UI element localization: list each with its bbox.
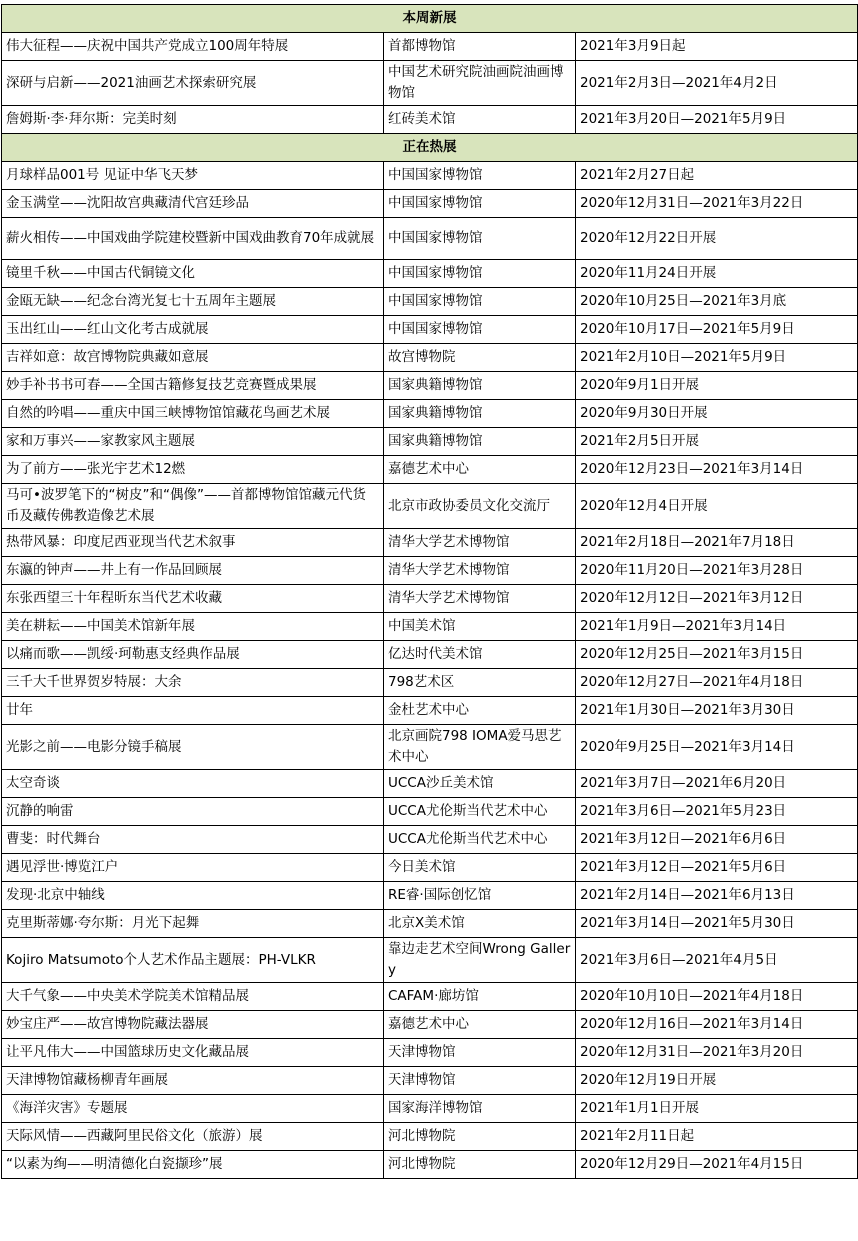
exhibition-dates: 2021年2月18日—2021年7月18日 [576, 529, 858, 557]
exhibition-name: 太空奇谈 [2, 770, 384, 798]
exhibition-dates: 2021年3月7日—2021年6月20日 [576, 770, 858, 798]
table-row [2, 770, 858, 798]
venue-name: 今日美术馆 [384, 854, 576, 882]
exhibition-name: “以素为绚——明清德化白瓷撷珍”展 [2, 1151, 384, 1179]
exhibition-dates: 2021年2月11日起 [576, 1123, 858, 1151]
table-row [2, 557, 858, 585]
table-row [2, 484, 858, 529]
exhibition-name: 金玉满堂——沈阳故宫典藏清代宫廷珍品 [2, 190, 384, 218]
table-row [2, 725, 858, 770]
venue-name: 国家典籍博物馆 [384, 400, 576, 428]
section-header-row [2, 134, 858, 162]
venue-name: 国家典籍博物馆 [384, 428, 576, 456]
venue-name: 靠边走艺术空间Wrong Gallery [384, 938, 576, 983]
table-row [2, 910, 858, 938]
exhibition-name: 镜里千秋——中国古代铜镜文化 [2, 260, 384, 288]
exhibition-name: 让平凡伟大——中国篮球历史文化藏品展 [2, 1039, 384, 1067]
exhibition-name: 伟大征程——庆祝中国共产党成立100周年特展 [2, 33, 384, 61]
exhibition-dates: 2021年2月10日—2021年5月9日 [576, 344, 858, 372]
venue-name: 首都博物馆 [384, 33, 576, 61]
exhibition-dates: 2020年12月23日—2021年3月14日 [576, 456, 858, 484]
exhibition-dates: 2021年3月20日—2021年5月9日 [576, 106, 858, 134]
exhibition-name: 曹斐：时代舞台 [2, 826, 384, 854]
exhibition-name: 詹姆斯·李·拜尔斯：完美时刻 [2, 106, 384, 134]
venue-name: 清华大学艺术博物馆 [384, 585, 576, 613]
venue-name: 798艺术区 [384, 669, 576, 697]
venue-name: 故宫博物院 [384, 344, 576, 372]
exhibition-name: 《海洋灾害》专题展 [2, 1095, 384, 1123]
exhibition-name: 妙宝庄严——故宫博物院藏法器展 [2, 1011, 384, 1039]
exhibition-dates: 2021年2月3日—2021年4月2日 [576, 61, 858, 106]
table-row [2, 400, 858, 428]
exhibition-dates: 2021年1月9日—2021年3月14日 [576, 613, 858, 641]
venue-name: UCCA尤伦斯当代艺术中心 [384, 798, 576, 826]
table-row [2, 585, 858, 613]
exhibition-name: 廿年 [2, 697, 384, 725]
venue-name: 嘉德艺术中心 [384, 1011, 576, 1039]
table-row [2, 162, 858, 190]
table-row [2, 826, 858, 854]
venue-name: 北京画院798 IOMA爱马思艺术中心 [384, 725, 576, 770]
exhibition-dates: 2020年9月1日开展 [576, 372, 858, 400]
exhibition-name: 沉静的响雷 [2, 798, 384, 826]
table-row [2, 456, 858, 484]
venue-name: 红砖美术馆 [384, 106, 576, 134]
venue-name: RE睿·国际创忆馆 [384, 882, 576, 910]
table-row [2, 316, 858, 344]
table-row [2, 260, 858, 288]
table-row [2, 983, 858, 1011]
exhibition-name: 自然的吟唱——重庆中国三峡博物馆馆藏花鸟画艺术展 [2, 400, 384, 428]
exhibition-dates: 2021年3月9日起 [576, 33, 858, 61]
venue-name: 河北博物院 [384, 1151, 576, 1179]
venue-name: 中国艺术研究院油画院油画博物馆 [384, 61, 576, 106]
table-row [2, 669, 858, 697]
exhibition-dates: 2020年10月25日—2021年3月底 [576, 288, 858, 316]
venue-name: 天津博物馆 [384, 1067, 576, 1095]
venue-name: 金杜艺术中心 [384, 697, 576, 725]
exhibition-name: 光影之前——电影分镜手稿展 [2, 725, 384, 770]
table-row [2, 529, 858, 557]
exhibition-dates: 2021年3月12日—2021年5月6日 [576, 854, 858, 882]
exhibition-dates: 2020年12月31日—2021年3月22日 [576, 190, 858, 218]
exhibition-name: 深研与启新——2021油画艺术探索研究展 [2, 61, 384, 106]
exhibition-dates: 2020年12月4日开展 [576, 484, 858, 529]
exhibition-name: 美在耕耘——中国美术馆新年展 [2, 613, 384, 641]
exhibition-name: 以痛而歌——凯绥·珂勒惠支经典作品展 [2, 641, 384, 669]
exhibition-name: 妙手补书书可春——全国古籍修复技艺竞赛暨成果展 [2, 372, 384, 400]
venue-name: 北京X美术馆 [384, 910, 576, 938]
venue-name: 国家典籍博物馆 [384, 372, 576, 400]
exhibition-dates: 2020年11月20日—2021年3月28日 [576, 557, 858, 585]
section-title: 正在热展 [2, 134, 858, 162]
table-row [2, 106, 858, 134]
table-row [2, 372, 858, 400]
exhibition-name: 吉祥如意：故宫博物院典藏如意展 [2, 344, 384, 372]
venue-name: 国家海洋博物馆 [384, 1095, 576, 1123]
exhibition-table [1, 4, 858, 1179]
venue-name: 中国美术馆 [384, 613, 576, 641]
exhibition-dates: 2020年12月29日—2021年4月15日 [576, 1151, 858, 1179]
venue-name: 中国国家博物馆 [384, 218, 576, 260]
venue-name: 清华大学艺术博物馆 [384, 557, 576, 585]
exhibition-dates: 2021年2月14日—2021年6月13日 [576, 882, 858, 910]
venue-name: 中国国家博物馆 [384, 316, 576, 344]
table-row [2, 613, 858, 641]
exhibition-name: 遇见浮世·博览江户 [2, 854, 384, 882]
venue-name: UCCA尤伦斯当代艺术中心 [384, 826, 576, 854]
table-row [2, 1151, 858, 1179]
venue-name: 中国国家博物馆 [384, 190, 576, 218]
venue-name: 嘉德艺术中心 [384, 456, 576, 484]
exhibition-name: 东张西望三十年程昕东当代艺术收藏 [2, 585, 384, 613]
table-row [2, 1067, 858, 1095]
exhibition-dates: 2020年9月25日—2021年3月14日 [576, 725, 858, 770]
exhibition-name: 热带风暴：印度尼西亚现当代艺术叙事 [2, 529, 384, 557]
exhibition-name: 东瀛的钟声——井上有一作品回顾展 [2, 557, 384, 585]
exhibition-name: 发现·北京中轴线 [2, 882, 384, 910]
exhibition-dates: 2021年1月30日—2021年3月30日 [576, 697, 858, 725]
exhibition-name: 大千气象——中央美术学院美术馆精品展 [2, 983, 384, 1011]
exhibition-dates: 2021年3月12日—2021年6月6日 [576, 826, 858, 854]
exhibition-dates: 2020年10月17日—2021年5月9日 [576, 316, 858, 344]
exhibition-dates: 2020年12月12日—2021年3月12日 [576, 585, 858, 613]
exhibition-name: 金瓯无缺——纪念台湾光复七十五周年主题展 [2, 288, 384, 316]
exhibition-name: 马可•波罗笔下的“树皮”和“偶像”——首都博物馆馆藏元代货币及藏传佛教造像艺术展 [2, 484, 384, 529]
exhibition-dates: 2021年2月5日开展 [576, 428, 858, 456]
table-row [2, 218, 858, 260]
exhibition-table-body [2, 5, 858, 1179]
exhibition-dates: 2020年12月31日—2021年3月20日 [576, 1039, 858, 1067]
table-row [2, 288, 858, 316]
table-row [2, 938, 858, 983]
table-row [2, 428, 858, 456]
exhibition-dates: 2020年12月16日—2021年3月14日 [576, 1011, 858, 1039]
exhibition-dates: 2020年12月19日开展 [576, 1067, 858, 1095]
exhibition-name: 玉出红山——红山文化考古成就展 [2, 316, 384, 344]
exhibition-dates: 2020年9月30日开展 [576, 400, 858, 428]
table-row [2, 1039, 858, 1067]
table-row [2, 190, 858, 218]
exhibition-name: 三千大千世界贺岁特展：大余 [2, 669, 384, 697]
venue-name: 亿达时代美术馆 [384, 641, 576, 669]
exhibition-dates: 2021年3月6日—2021年4月5日 [576, 938, 858, 983]
exhibition-name: Kojiro Matsumoto个人艺术作品主题展：PH-VLKR [2, 938, 384, 983]
exhibition-dates: 2021年3月6日—2021年5月23日 [576, 798, 858, 826]
exhibition-name: 克里斯蒂娜·夸尔斯：月光下起舞 [2, 910, 384, 938]
exhibition-name: 天津博物馆藏杨柳青年画展 [2, 1067, 384, 1095]
venue-name: 清华大学艺术博物馆 [384, 529, 576, 557]
exhibition-dates: 2021年3月14日—2021年5月30日 [576, 910, 858, 938]
table-row [2, 1095, 858, 1123]
exhibition-dates: 2020年10月10日—2021年4月18日 [576, 983, 858, 1011]
table-row [2, 641, 858, 669]
exhibition-name: 月球样品001号 见证中华飞天梦 [2, 162, 384, 190]
exhibition-dates: 2021年1月1日开展 [576, 1095, 858, 1123]
exhibition-name: 薪火相传——中国戏曲学院建校暨新中国戏曲教育70年成就展 [2, 218, 384, 260]
exhibition-name: 家和万事兴——家教家风主题展 [2, 428, 384, 456]
table-row [2, 33, 858, 61]
exhibition-dates: 2021年2月27日起 [576, 162, 858, 190]
exhibition-dates: 2020年11月24日开展 [576, 260, 858, 288]
exhibition-dates: 2020年12月27日—2021年4月18日 [576, 669, 858, 697]
exhibition-name: 为了前方——张光宇艺术12燃 [2, 456, 384, 484]
venue-name: 中国国家博物馆 [384, 260, 576, 288]
table-row [2, 854, 858, 882]
exhibition-name: 天际风情——西藏阿里民俗文化（旅游）展 [2, 1123, 384, 1151]
venue-name: 北京市政协委员文化交流厅 [384, 484, 576, 529]
venue-name: 中国国家博物馆 [384, 288, 576, 316]
venue-name: 河北博物院 [384, 1123, 576, 1151]
table-row [2, 1123, 858, 1151]
table-row [2, 1011, 858, 1039]
section-header-row [2, 5, 858, 33]
venue-name: 天津博物馆 [384, 1039, 576, 1067]
venue-name: CAFAM·廊坊馆 [384, 983, 576, 1011]
table-row [2, 798, 858, 826]
table-row [2, 697, 858, 725]
section-title: 本周新展 [2, 5, 858, 33]
exhibition-dates: 2020年12月22日开展 [576, 218, 858, 260]
exhibition-dates: 2020年12月25日—2021年3月15日 [576, 641, 858, 669]
table-row [2, 61, 858, 106]
table-row [2, 882, 858, 910]
venue-name: UCCA沙丘美术馆 [384, 770, 576, 798]
table-row [2, 344, 858, 372]
venue-name: 中国国家博物馆 [384, 162, 576, 190]
